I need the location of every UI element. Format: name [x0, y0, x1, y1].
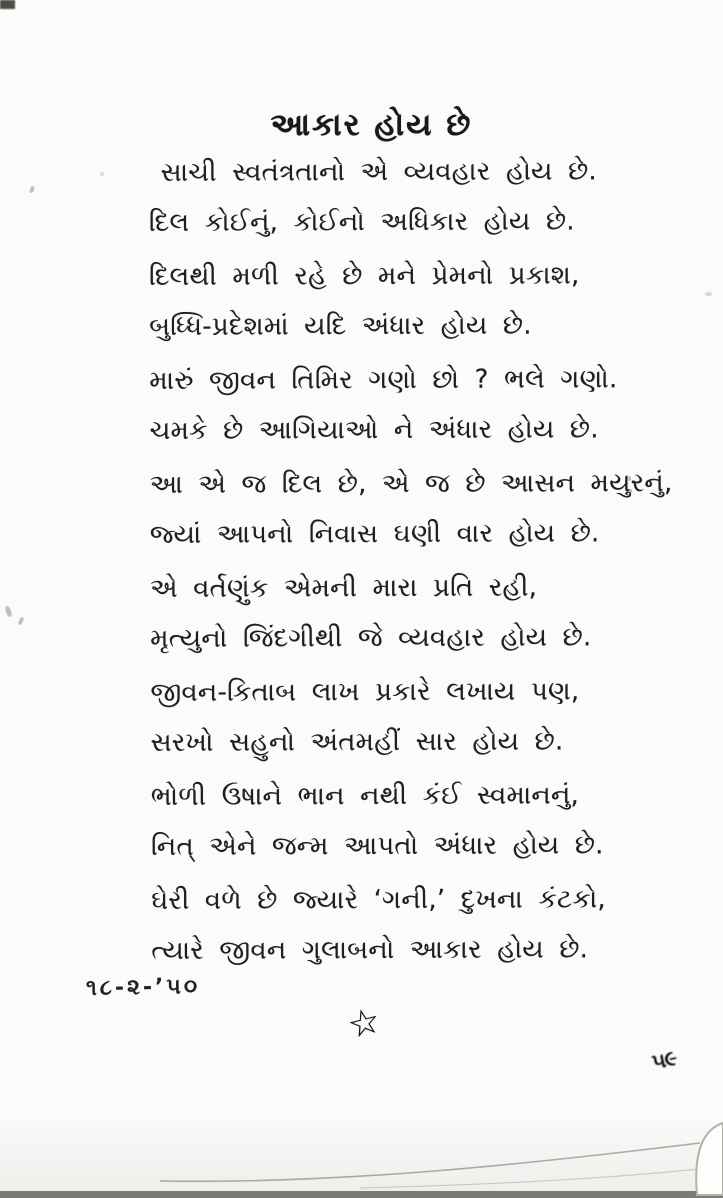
poem-body	[149, 146, 675, 980]
composition-date: ૧૮-૨-’૫૦	[85, 974, 201, 1001]
page-edge-line-faint	[360, 1167, 718, 1188]
poem-line: મારું જીવન તિમિર ગણો છો ? ભલે ગણો.	[149, 364, 618, 396]
star-icon: ☆	[343, 999, 385, 1048]
poem-line: સરખો સહુનો અંતમહીં સાર હોય છે.	[150, 726, 564, 758]
couplet	[150, 458, 673, 560]
poem-line: મૃત્યુનો જિંદગીથી જે વ્યવહાર હોય છે.	[150, 622, 592, 654]
poem-line: ચમકે છે આગિયાઓ ને અંધાર હોય છે.	[149, 414, 599, 446]
couplet	[151, 874, 674, 976]
poem-line: એ વર્તણુંક એમની મારા પ્રતિ રહી,	[150, 572, 538, 604]
scan-corner-artifact	[0, 0, 15, 9]
scan-speck	[629, 489, 632, 493]
poem-line: જીવન-કિતાબ લાખ પ્રકારે લખાય પણ,	[150, 676, 580, 708]
page-curl-corner	[696, 1123, 723, 1195]
poem-line: ઘેરી વળે છે જ્યારે ‘ગની,’ દુખના કંટકો,	[151, 884, 606, 916]
poem-line: ભોળી ઉષાને ભાન નથી કંઈ સ્વમાનનું,	[150, 780, 580, 812]
scan-speck	[100, 172, 104, 176]
couplet	[149, 146, 672, 248]
poem-line: જ્યાં આપનો નિવાસ ઘણી વાર હોય છે.	[149, 518, 600, 550]
scan-speck	[628, 476, 631, 481]
couplet	[149, 354, 672, 456]
scan-speck	[4, 605, 12, 617]
page-number: ૫૯	[649, 1045, 679, 1075]
scan-speck	[29, 186, 35, 194]
poem-line: દિલ કોઈનું, કોઈનો અધિકાર હોય છે.	[148, 206, 575, 238]
couplet	[150, 562, 673, 664]
poem-line: આ એ જ દિલ છે, એ જ છે આસન મયુરનું,	[149, 468, 673, 500]
scan-speck	[17, 617, 24, 626]
couplet	[150, 666, 673, 768]
couplet	[151, 770, 674, 872]
poem-line: ત્યારે જીવન ગુલાબનો આકાર હોય છે.	[151, 934, 589, 966]
poem-line: દિલથી મળી રહે છે મને પ્રેમનો પ્રકાશ,	[148, 260, 580, 292]
scan-edge-strip	[0, 1191, 723, 1198]
scan-speck	[705, 292, 712, 296]
poem-title: આકાર હોય છે	[270, 106, 473, 143]
scan-bottom-edge-graphic	[0, 1103, 723, 1198]
poem-line: નિત્ એને જન્મ આપતો અંધાર હોય છે.	[150, 830, 604, 862]
poem-line: બુધ્ધિ-પ્રદેશમાં યદિ અંધાર હોય છે.	[149, 310, 532, 342]
poem-line: સાચી સ્વતંત્રતાનો એ વ્યવહાર હોય છે.	[160, 156, 597, 188]
couplet	[149, 250, 672, 352]
